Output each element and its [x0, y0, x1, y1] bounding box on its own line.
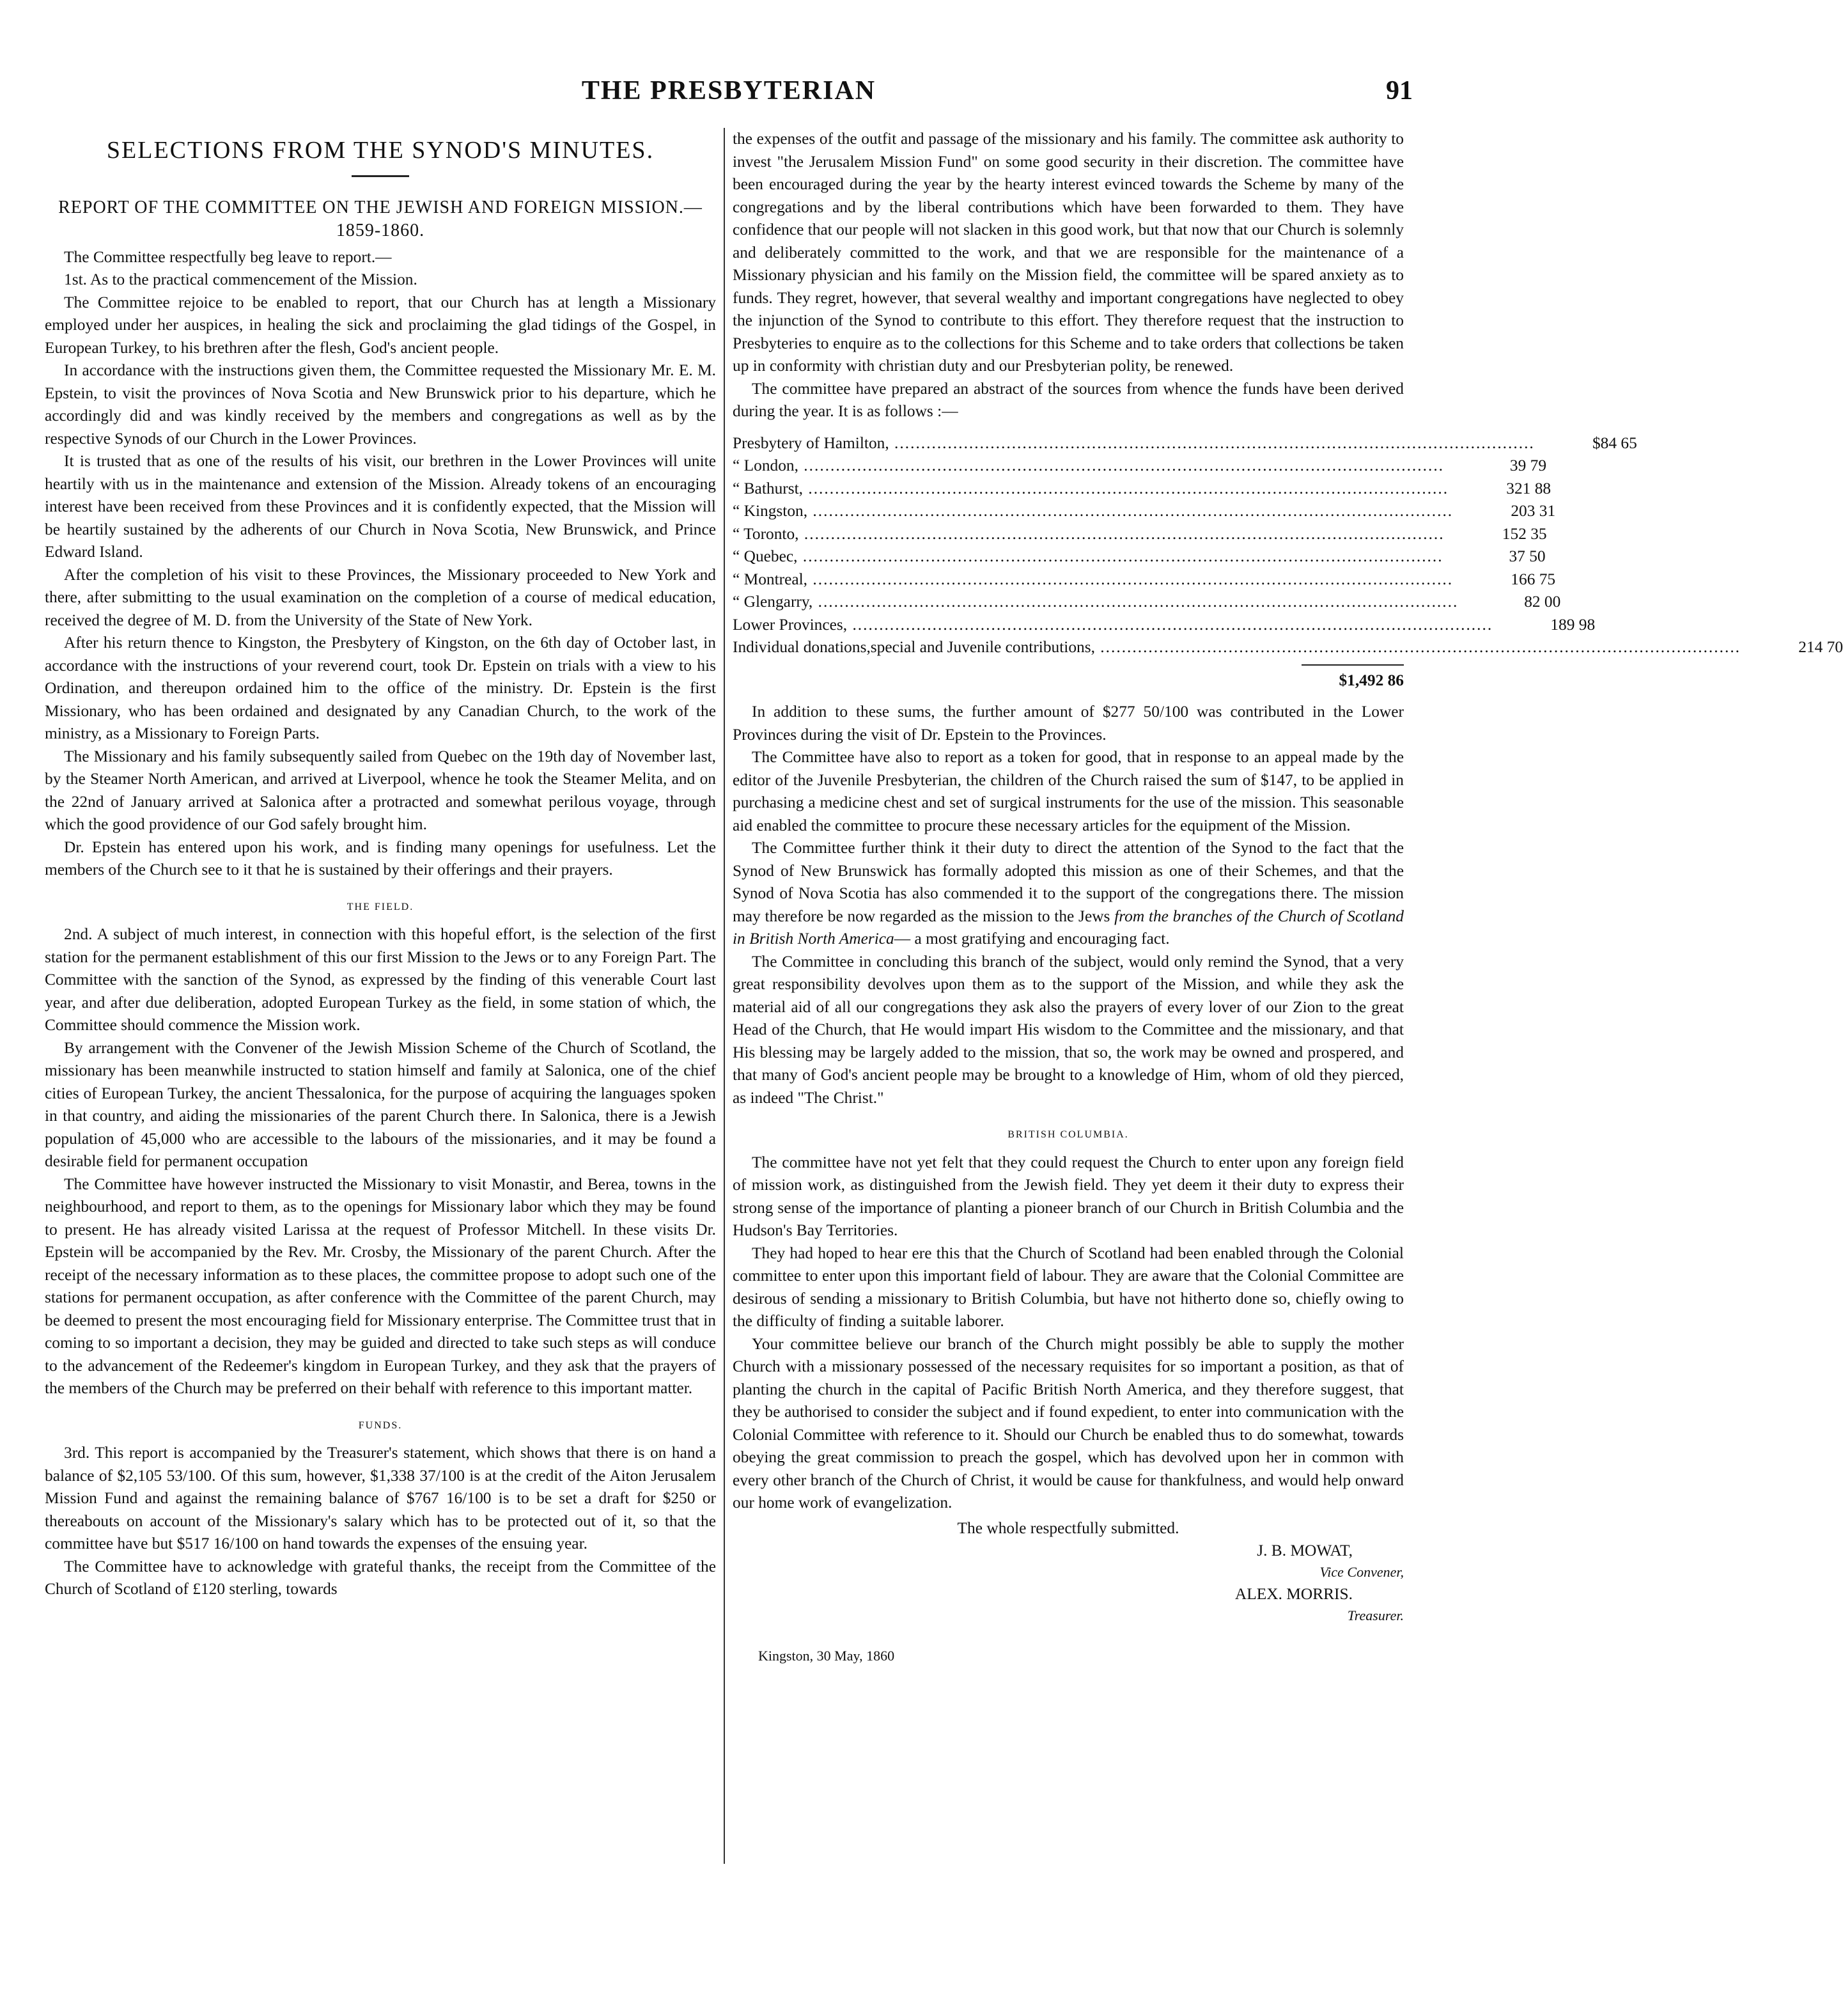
- abstract-row-label: “ Montreal, ........................................................................................................................: [733, 570, 1454, 588]
- paragraph: 3rd. This report is accompanied by the Treasurer's statement, which shows that there is on hand a balance of $2,105 53/100. Of this sum, however, $1,338 37/100 is at the credit of the Aiton Jerusalem Mission Fund and against the remaining balance of $767 16/100 is to be set a draft for $250 or thereabouts on account of the Missionary's salary which has to be protected out of it, so that the committee have but $517 16/100 on hand towards the expenses of the ensuing year.: [45, 1444, 716, 1552]
- paragraph: It is trusted that as one of the results of his visit, our brethren in the Lower Provinces will unite heartily with us in the maintenance and extension of the Mission. Already tokens of an encouraging interest have been received from these Provinces and it is confidently expected, that the Mission will be heartily sustained by the adherents of our Church in Nova Scotia, New Brunswick, and Prince Edward Island.: [45, 452, 716, 561]
- abstract-row-label: “ Glengarry, ........................................................................................................................: [733, 593, 1459, 611]
- page-number: 91: [1386, 76, 1413, 105]
- title-rule: [352, 175, 409, 177]
- abstract-row: [733, 636, 1843, 659]
- abstract-row-amount: 39 79: [1509, 457, 1547, 474]
- abstract-row: [733, 455, 1547, 478]
- subheading-field: THE FIELD.: [346, 901, 414, 912]
- running-title: THE PRESBYTERIAN: [581, 76, 876, 105]
- paragraph: the expenses of the outfit and passage of the missionary and his family. The committee ask authority to invest "the Jerusalem Mission Fund" on some good security in their discretion. The committee have been encouraged during the year by the hearty interest evinced towards the Scheme by many of the congregations and by the liberal contributions which have been forwarded to them. They have confidence that our people will not slacken in this good work, but that now that our Church is solemnly and deliberately committed to the work, and that we are responsible for the maintenance of a Missionary physician and his family on the Mission field, the committee will be spared anxiety as to funds. They regret, however, that several wealthy and important congregations have neglected to obey the injunction of the Synod to contribute to this effort. They therefore request that the instruction to Presbyteries to enquire as to the collections for this Scheme and to take orders that collections be taken up in conformity with christian duty and our Presbyterian polity, be renewed.: [733, 130, 1404, 375]
- report-title: REPORT OF THE COMMITTEE ON THE JEWISH AND FOREIGN MISSION.—1859-1860.: [58, 197, 703, 240]
- paragraph: After the completion of his visit to these Provinces, the Missionary proceeded to New York and there, after submitting to the usual examination on the completion of a course of medical education, received the degree of M. D. from the University of the State of New York.: [45, 565, 716, 629]
- abstract-row-label: Presbytery of Hamilton, ........................................................................................................................: [733, 434, 1535, 452]
- signatory-role: Treasurer.: [1347, 1607, 1404, 1623]
- italic-text-run: from the branches of the Church of Scotland in British North America: [733, 907, 1404, 948]
- paragraph: The Committee have however instructed the Missionary to visit Monastir, and Berea, towns in the neighbourhood, and report to them, as to the openings for Missionary labor which they may be found to present. He has already visited Larissa at the request of Professor Mitchell. In these visits Dr. Epstein will be accompanied by the Rev. Mr. Crosby, the Missionary of the parent Church. After the receipt of the necessary information as to these places, the committee propose to adopt such one of the stations for permanent occupation, as after conference with the Committee of the parent Church, may be deemed to present the most encouraging field for Missionary enterprise. The Committee trust that in coming to so important a decision, they may be guided and directed to take such steps as will conduce to the advancement of the Redeemer's kingdom in European Turkey, and they ask that the prayers of the members of the Church may be preferred on their behalf with reference to this important matter.: [45, 1175, 716, 1397]
- paragraph: The Committee have to acknowledge with grateful thanks, the receipt from the Committee of the Church of Scotland of £120 sterling, towards: [45, 1557, 716, 1598]
- abstract-row-amount: 152 35: [1502, 524, 1547, 543]
- text-run: — a most gratifying and encouraging fact.: [894, 930, 1170, 948]
- abstract-row-label: Lower Provinces, ........................................................................................................................: [733, 615, 1493, 634]
- page-header: [0, 75, 1458, 114]
- abstract-row-label: “ London, ........................................................................................................................: [733, 457, 1445, 474]
- paragraph: Dr. Epstein has entered upon his work, and is finding many openings for usefulness. Let the members of the Church see to it that he is sustained by their offerings and their prayers.: [45, 838, 716, 879]
- signatory-name: ALEX. MORRIS.: [1234, 1585, 1353, 1603]
- abstract-row: [733, 500, 1556, 523]
- abstract-row: [733, 523, 1547, 546]
- signatory-role: Vice Convener,: [1319, 1564, 1404, 1580]
- paragraph: 1st. As to the practical commencement of the Mission.: [64, 270, 417, 288]
- abstract-row-amount: 82 00: [1524, 593, 1561, 611]
- subheading-british-columbia: BRITISH COLUMBIA.: [1007, 1129, 1129, 1140]
- paragraph: After his return thence to Kingston, the Presbytery of Kingston, on the 6th day of October last, in accordance with the instructions of your reverend court, took Dr. Epstein on trials with a view to his Ordination, and thereupon ordained him to the office of the ministry. Dr. Epstein is the first Missionary, who has been ordained and designated by any Canadian Church, to the work of the ministry, as a Missionary to Foreign Parts.: [45, 634, 716, 742]
- text-run: The Committee further think it their duty to direct the attention of the Synod to the fact that the Synod of New Brunswick has formally adopted this mission as one of their Schemes, and that the Synod of Nova Scotia has also commended it to the support of the congregations there. The mission may therefore be now regarded as the mission to the Jews: [733, 839, 1404, 925]
- paragraph: The Committee have also to report as a token for good, that in response to an appeal made by the editor of the Juvenile Presbyterian, the children of the Church raised the sum of $147, to be applied in purchasing a medicine chest and set of surgical instruments for the use of the mission. This seasonable aid enabled the committee to procure these necessary articles for the equipment of the Mission.: [733, 748, 1404, 834]
- abstract-row-label: “ Quebec, ........................................................................................................................: [733, 547, 1443, 565]
- abstract-row-amount: 37 50: [1509, 547, 1546, 565]
- left-column: [45, 128, 716, 1601]
- paragraph: Your committee believe our branch of the Church might possibly be able to supply the mother Church with a missionary possessed of the necessary requisites for so important a position, as that of planting the church in the capital of Pacific British North America, and they therefore suggest, that they be authorised to consider the subject and if found expedient, to enter into communication with the Colonial Committee with reference to it. Should our Church be enabled thus to do somewhat, towards obeying the great commission to preach the gospel, which has devolved upon her in common with every other branch of the Church of Christ, it would be cause for thankfulness, and would help onward our home work of evangelization.: [733, 1334, 1404, 1512]
- abstract-row-label: Individual donations,special and Juvenile contributions, ........................................................................................................................: [733, 638, 1741, 656]
- abstract-row-label: “ Bathurst, ........................................................................................................................: [733, 479, 1449, 497]
- abstract-row: [733, 614, 1596, 637]
- abstract-row-label: “ Toronto, ........................................................................................................................: [733, 524, 1445, 543]
- abstract-row-amount: 321 88: [1506, 479, 1551, 497]
- signatory-name: J. B. MOWAT,: [1257, 1542, 1353, 1559]
- abstract-row: [733, 591, 1561, 614]
- paragraph: In addition to these sums, the further amount of $277 50/100 was contributed in the Lower Provinces during the visit of Dr. Epstein to the Provinces.: [733, 703, 1404, 744]
- paragraph: The Committee rejoice to be enabled to report, that our Church has at length a Missionary employed under her auspices, in healing the sick and proclaiming the glad tidings of the Gospel, in European Turkey, to his brethren after the flesh, God's ancient people.: [45, 293, 716, 357]
- total-rule: [1302, 664, 1404, 666]
- paragraph: By arrangement with the Convener of the Jewish Mission Scheme of the Church of Scotland, the missionary has been meanwhile instructed to station himself and family at Salonica, one of the chief cities of European Turkey, the ancient Thessalonica, for the purpose of acquiring the languages spoken in that country, and aiding the missionaries of the parent Church there. In Salonica, there is a Jewish population of 45,000 who are accessible to the labours of the missionaries, and it may be found a desirable field for permanent occupation: [45, 1038, 716, 1170]
- abstract-row: [733, 568, 1556, 591]
- paragraph: In accordance with the instructions given them, the Committee requested the Missionary Mr. E. M. Epstein, to visit the provinces of Nova Scotia and New Brunswick prior to his departure, which he accordingly did and was kindly received by the members and congregations as well as by the respective Synods of our Church in the Lower Provinces.: [45, 361, 716, 448]
- abstract-row-amount: 166 75: [1511, 570, 1556, 588]
- abstract-row-amount: 214 70: [1798, 638, 1843, 656]
- paragraph: They had hoped to hear ere this that the Church of Scotland had been enabled through the Colonial committee to enter upon this important field of labour. They are aware that the Colonial Committee are desirous of sending a missionary to British Columbia, but have not hitherto done so, chiefly owing to the difficulty of finding a suitable laborer.: [733, 1244, 1404, 1330]
- column-divider: [724, 128, 725, 1864]
- funds-abstract-table: [733, 432, 1843, 659]
- signature-block: [733, 1540, 1404, 1627]
- paragraph: The Missionary and his family subsequently sailed from Quebec on the 19th day of November last, by the Steamer North American, and arrived at Liverpool, whence he took the Steamer Melita, and on the 22nd of January arrived at Salonica after a protracted and somewhat perilous voyage, through which the good providence of our God safely brought him.: [45, 747, 716, 833]
- report-intro: The Committee respectfully beg leave to report.—: [64, 247, 392, 266]
- paragraph: 2nd. A subject of much interest, in connection with this hopeful effort, is the selection of the first station for the permanent establishment of this our first Mission to the Jews or to any Foreign Part. The Committee with the sanction of the Synod, as expressed by the finding of this venerable Court last year, and after due deliberation, adopted European Turkey as the field, in some station of which, the Committee should commence the Mission work.: [45, 925, 716, 1034]
- subheading-funds: FUNDS.: [358, 1419, 403, 1431]
- dateline: Kingston, 30 May, 1860: [758, 1648, 895, 1664]
- section-title: SELECTIONS FROM THE SYNOD'S MINUTES.: [106, 137, 655, 164]
- paragraph: The committee have prepared an abstract of the sources from whence the funds have been derived during the year. It is as follows :—: [733, 379, 1404, 420]
- closing-line: The whole respectfully submitted.: [957, 1519, 1179, 1537]
- paragraph: The committee have not yet felt that they could request the Church to enter upon any foreign field of mission work, as distinguished from the Jewish field. They yet deem it their duty to express their strong sense of the importance of planting a pioneer branch of our Church in British Columbia and the Hudson's Bay Territories.: [733, 1153, 1404, 1239]
- paragraph: [733, 837, 1404, 951]
- abstract-row-amount: $84 65: [1592, 434, 1637, 452]
- abstract-row: [733, 545, 1546, 568]
- right-column: [733, 128, 1843, 1668]
- abstract-row: [733, 432, 1637, 455]
- abstract-row: [733, 478, 1551, 501]
- abstract-row-label: “ Kingston, ........................................................................................................................: [733, 502, 1454, 520]
- funds-total: $1,492 86: [1339, 671, 1404, 689]
- abstract-row-amount: 189 98: [1550, 615, 1596, 634]
- abstract-row-amount: 203 31: [1511, 502, 1556, 520]
- paragraph: The Committee in concluding this branch of the subject, would only remind the Synod, that a very great responsibility devolves upon them as to the support of the Mission, and while they ask the material aid of all our congregations they ask also the prayers of every lover of our Zion to the great Head of the Church, that He would impart His wisdom to the Committee and the missionary, and that His blessing may be largely added to the mission, that so, the work may be owned and prospered, and that many of God's ancient people may be brought to a knowledge of Him, whom of old they pierced, as indeed "The Christ.": [733, 952, 1404, 1107]
